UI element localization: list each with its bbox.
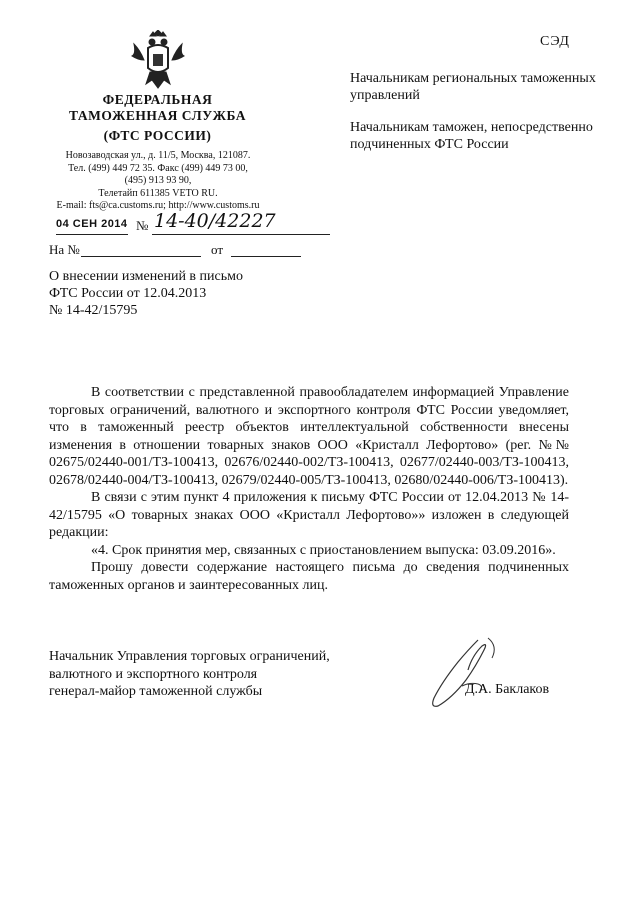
reference-date-blank — [231, 256, 301, 257]
handwritten-signature — [418, 636, 518, 716]
addressees — [350, 70, 610, 168]
signatory-title-line-2: валютного и экспортного контроля — [49, 666, 258, 682]
signer-name: Д.А. Баклаков — [465, 682, 550, 697]
addressee-regional: Начальникам региональных таможенных управлений — [350, 71, 596, 103]
letter-subject — [49, 268, 309, 319]
signatory-title-line-3: генерал-майор таможенной службы — [49, 684, 263, 699]
date-underline — [56, 234, 128, 235]
body-paragraph-3: «4. Срок принятия мер, связанных с приостановлением выпуска: 03.09.2016». — [91, 542, 556, 558]
organization-line-2: ТАМОЖЕННАЯ СЛУЖБА — [69, 108, 246, 123]
address-line-2: Тел. (499) 449 72 35. Факс (499) 449 73 00, — [68, 162, 248, 174]
addressee-customs: Начальникам таможен, непосредственно подчиненных ФТС России — [350, 120, 593, 152]
subject-line-1: О внесении изменений в письмо — [49, 269, 243, 284]
body-paragraph-1: В соответствии с представленной правообладателем информацией Управление торговых ограничений, валютного и экспортного контроля ФТС России уведомляет, что в таможенный реестр объектов интеллектуальной собственности внесены изменения в отношении товарных знаков ООО «Кристалл Лефортово» (рег. №№ 02675/02440-001/ТЗ-100413, 02676/02440-002/ТЗ-100413, 02677/02440-003/ТЗ-100413, 02678/02440-004/ТЗ-100413, 02679/02440-005/ТЗ-100413, 02680/02440-006/ТЗ-100413). — [49, 385, 569, 488]
registration-line — [56, 210, 296, 238]
reference-number-label: На № — [49, 242, 80, 257]
subject-line-3: № 14-42/15795 — [49, 303, 138, 318]
organization-name — [40, 92, 275, 144]
address-line-4: Телетайп 611385 VETO RU. — [98, 187, 218, 199]
signatory-title — [49, 648, 379, 701]
registration-number-label: № — [136, 218, 149, 233]
document-mark: СЭД — [540, 34, 570, 49]
organization-abbreviation: (ФТС РОССИИ) — [103, 128, 212, 143]
signatory-title-line-1: Начальник Управления торговых ограничений, — [49, 649, 330, 664]
number-underline — [152, 234, 330, 235]
organization-address — [28, 150, 288, 213]
subject-line-2: ФТС России от 12.04.2013 — [49, 286, 207, 301]
organization-line-1: ФЕДЕРАЛЬНАЯ — [102, 92, 213, 107]
address-line-1: Новозаводская ул., д. 11/5, Москва, 121087. — [65, 150, 251, 161]
reference-line — [49, 242, 299, 260]
registration-number-handwritten: 14-40/42227 — [154, 210, 276, 232]
letter-body — [49, 384, 569, 594]
reference-date-label: от — [211, 242, 224, 257]
address-line-3: (495) 913 93 90, — [124, 175, 192, 186]
address-line-5: E-mail: fts@ca.customs.ru; http://www.customs.ru — [56, 200, 260, 211]
registration-date-stamp: 04 СЕН 2014 — [56, 218, 128, 230]
coat-of-arms-emblem — [130, 30, 186, 90]
reference-number-blank — [81, 256, 201, 257]
body-paragraph-2: В связи с этим пункт 4 приложения к письму ФТС России от 12.04.2013 № 14-42/15795 «О товарных знаках ООО «Кристалл Лефортово»» изложен в следующей редакции: — [49, 490, 569, 540]
body-paragraph-4: Прошу довести содержание настоящего письма до сведения подчиненных таможенных органов и заинтересованных лиц. — [49, 560, 569, 593]
